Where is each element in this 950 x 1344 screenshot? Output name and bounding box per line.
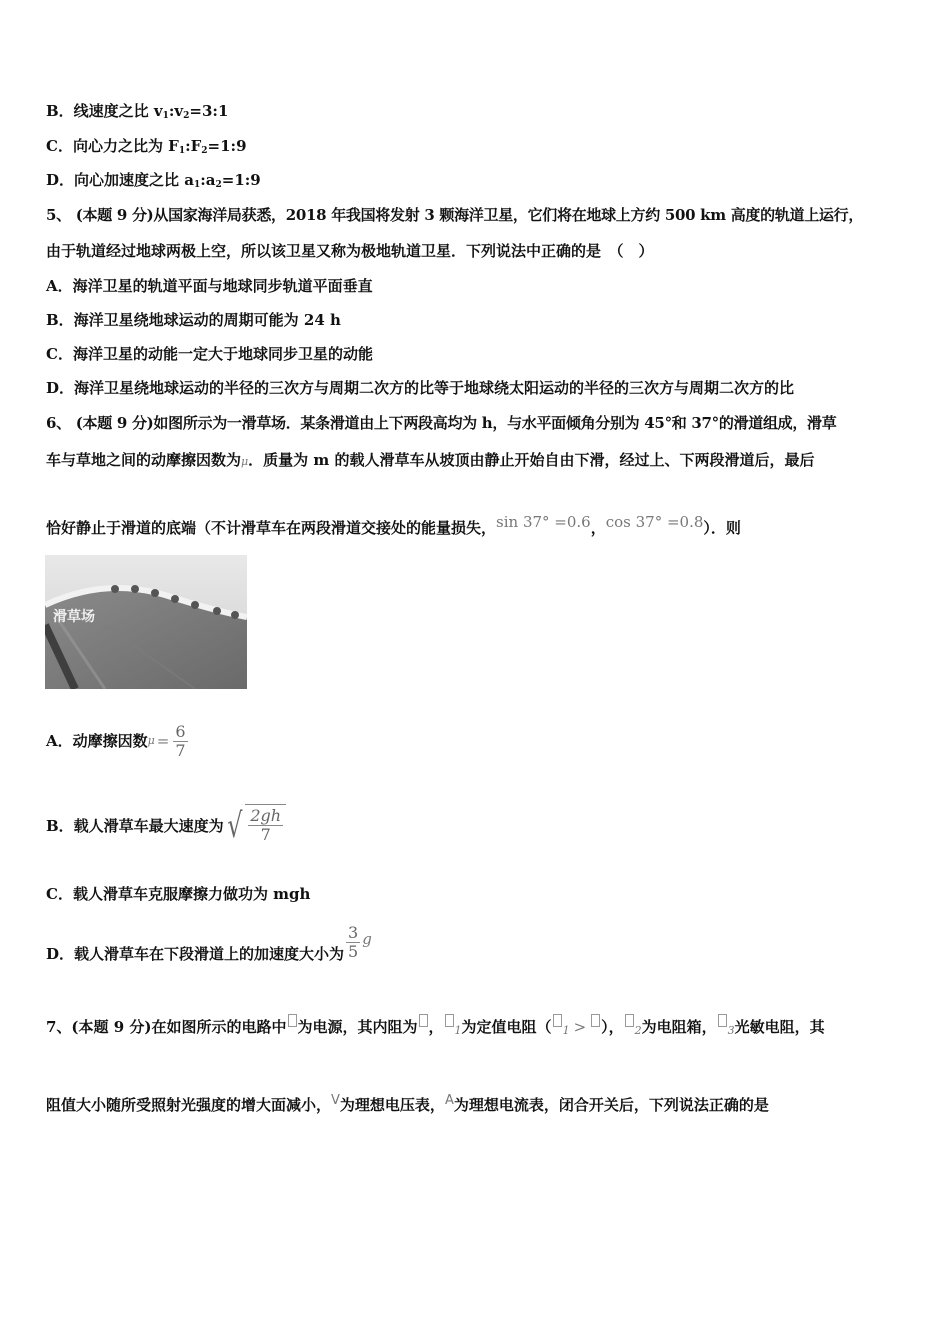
q5-option-c: C．海洋卫星的动能一定大于地球同步卫星的动能 (46, 345, 373, 363)
sin-value: sin 37° =0.6 (496, 513, 591, 531)
q5-stem-line1: 5、 (本题 9 分)从国家海洋局获悉，2018 年我国将发射 3 颗海洋卫星，它们将在地球上方约 500 km 高度的轨道上运行， (46, 206, 864, 224)
q6-option-a: A．动摩擦因数 μ = $\frac{6}{7}$ (46, 721, 186, 760)
q6-stem-line3: 恰好静止于滑道的底端（不计滑草车在两段滑道交接处的能量损失，sin 37° =0.6，cos 37° =0.8）．则 (46, 513, 741, 537)
sqrt-expression: √ 2gh 7 (224, 804, 286, 848)
q6-option-c: C．载人滑草车克服摩擦力做功为 mgh (46, 885, 311, 903)
q5-option-b: B．海洋卫星绕地球运动的周期可能为 24 h (46, 311, 341, 329)
r2-symbol (625, 1014, 634, 1027)
q4-option-c: C．向心力之比为 $F_1:F_2=1:9$ (46, 137, 247, 156)
q6-stem-line1: 6、 (本题 9 分)如图所示为一滑草场．某条滑道由上下两段高均为 h，与水平面倾角分别为 45°和 37°的滑道组成，滑草 (46, 414, 837, 432)
fraction-3-5: $\frac{3}{5}$ (348, 922, 359, 961)
q6-option-b: B．载人滑草车最大速度为 √ 2gh 7 (46, 800, 286, 852)
internal-resistance-symbol (419, 1014, 428, 1027)
source-symbol (288, 1014, 297, 1027)
r1-symbol (445, 1014, 454, 1027)
ammeter-symbol: A (444, 1093, 454, 1108)
mu-symbol: μ (241, 455, 249, 468)
q4-option-d: D．向心加速度之比 $a_1:a_2=1:9$ (46, 171, 261, 190)
q7-stem-line2: 阻值大小随所受照射光强度的增大面减小，V为理想电压表，A为理想电流表，闭合开关后，下列说法正确的是 (46, 1093, 769, 1114)
q6-option-d: D．载人滑草车在下段滑道上的加速度大小为 $\frac{3}{5}$ g (46, 922, 372, 963)
q4-option-b: B．线速度之比 $v_1:v_2=3:1$ (46, 102, 229, 121)
q6-stem-line2: 车与草地之间的动摩擦因数为μ．质量为 m 的载人滑草车从坡顶由静止开始自由下滑，经过上、下两段滑道后，最后 (46, 451, 815, 469)
q5-option-d: D．海洋卫星绕地球运动的半径的三次方与周期二次方的比等于地球绕太阳运动的半径的三次方与周期二次方的比 (46, 379, 795, 397)
fraction-6-7: $\frac{6}{7}$ (175, 721, 186, 760)
voltmeter-symbol: V (331, 1093, 340, 1108)
q5-option-a: A．海洋卫星的轨道平面与地球同步轨道平面垂直 (46, 277, 373, 295)
photo-sign-text: 滑草场 (53, 609, 95, 625)
q5-stem-line2: 由于轨道经过地球两极上空，所以该卫星又称为极地轨道卫星．下列说法中正确的是 （ ） (46, 242, 654, 260)
q7-stem-line1: 7、(本题 9 分)在如图所示的电路中 为电源，其内阻为 ， $_1$为定值电阻（ $_1$ > ）， $_2$为电阻箱， $_3$光敏电阻，其 (46, 1014, 825, 1041)
r3-symbol (718, 1014, 727, 1027)
grass-slide-photo (45, 555, 247, 689)
cos-value: cos 37° =0.8 (605, 513, 704, 531)
